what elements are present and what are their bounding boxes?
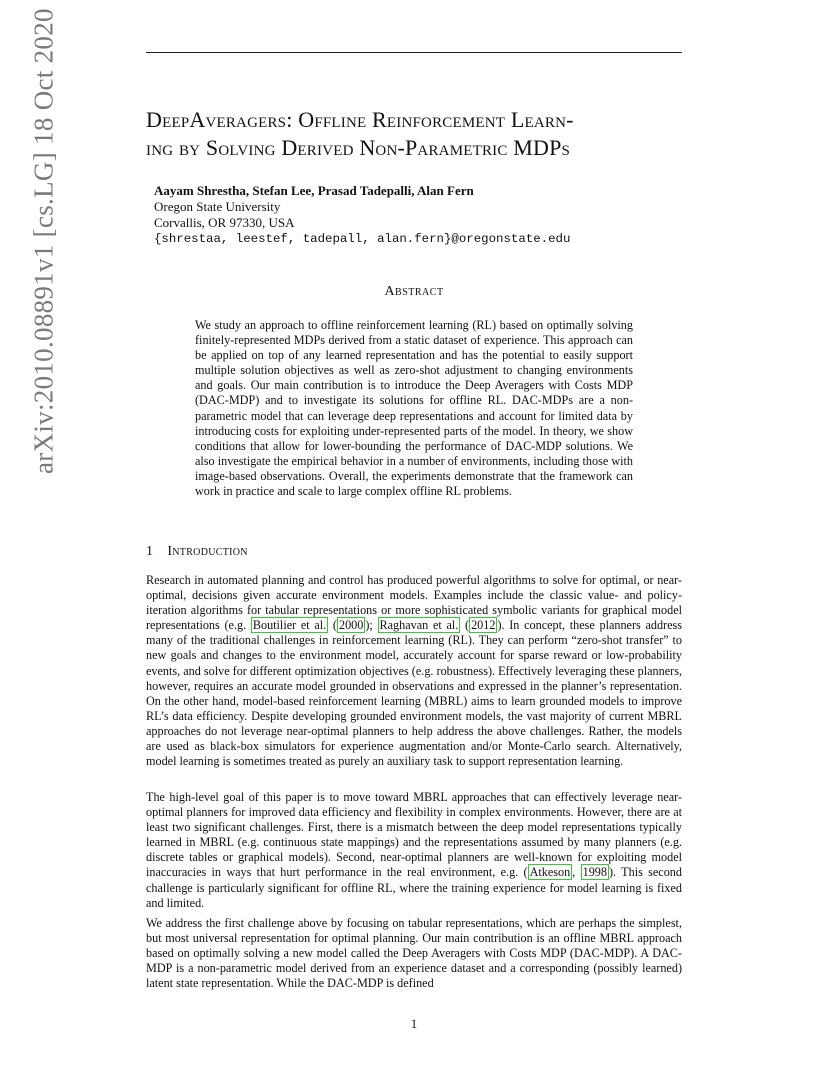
intro-paragraph-2 [146, 790, 682, 911]
affiliation: Oregon State University [154, 199, 281, 214]
citation-link-atkeson[interactable]: Atkeson [529, 865, 571, 880]
author-block [154, 183, 570, 247]
author-emails: {shrestaa, leestef, tadepall, alan.fern}@oregonstate.edu [154, 232, 571, 246]
citation-link-boutilier[interactable]: Boutilier et al. [252, 618, 327, 633]
para2-text-b: ). This second challenge is particularly significant for offline RL, where the training experience for model learning is fixed and limited. [146, 865, 682, 910]
section-title: Introduction [167, 544, 248, 559]
title-line-2: ing by Solving Derived Non-Parametric MDPs [146, 135, 571, 160]
address: Corvallis, OR 97330, USA [154, 215, 295, 230]
author-names: Aayam Shrestha, Stefan Lee, Prasad Tadepalli, Alan Fern [154, 183, 474, 198]
para1-text-b: ). In concept, these planners address many of the traditional challenges in reinforcement learning (RL). They can perform “zero-shot transfer” to new goals and changes to the environment model, accurately account for sparse reward or low-probability events, and solve for different optimization objectives (e.g. robustness). Effectively leveraging these planners, however, requires an accurate model grounded in observations and expressed in the planner’s representation. On the other hand, model-based reinforcement learning (MBRL) aims to learn grounded models to improve RL’s data efficiency. Despite developing grounded environment models, the vast majority of current MBRL approaches do not leverage near-optimal planners to help address the above challenges. Rather, the models are used as black-box simulators for experience augmentation and/or Monte-Carlo search. Alternatively, model learning is sometimes treated as purely an auxiliary task to support representation learning. [146, 618, 683, 769]
citation-year-raghavan[interactable]: 2012 [471, 618, 496, 633]
section-number: 1 [146, 544, 154, 559]
title-line-1: DeepAveragers: Offline Reinforcement Learn- [146, 107, 574, 132]
para2-cite-sep: , [572, 865, 581, 880]
page-number: 1 [410, 1016, 418, 1031]
para1-text-a: Research in automated planning and control has produced powerful algorithms to solve for optimal, or near-optimal, decisions given accurate environment models. Examples include the classic value- and policy-iteration algorithms for tabular representations or more sophisticated symbolic variants for graphical model representations (e.g. [146, 573, 682, 633]
citation-year-boutilier[interactable]: 2000 [338, 618, 364, 633]
section-heading-introduction [146, 544, 248, 560]
arxiv-stamp[interactable]: arXiv:2010.08891v1 [cs.LG] 18 Oct 2020 [28, 8, 59, 474]
abstract-body: We study an approach to offline reinforcement learning (RL) based on optimally solving finitely-represented MDPs derived from a static dataset of experience. This approach can be applied on top of any learned representation and has the potential to easily support multiple solution objectives as well as zero-shot adjustment to changing environments and goals. Our main contribution is to introduce the Deep Averagers with Costs MDP (DAC-MDP) and to investigate its solutions for offline RL. DAC-MDPs are a non-parametric model that can leverage deep representations and account for limited data by introducing costs for exploiting under-represented parts of the model. In theory, we show conditions that allow for lower-bounding the performance of DAC-MDP solutions. We also investigate the empirical behavior in a number of environments, including those with image-based observations. Overall, the experiments demonstrate that the framework can work in practice and scale to large complex offline RL problems. [195, 318, 633, 499]
paper-title [146, 106, 706, 162]
para2-text-a: The high-level goal of this paper is to move toward MBRL approaches that can effectively leverage near-optimal planners for improved data efficiency and flexibility in complex environments. However, there are at least two significant challenges. First, there is a mismatch between the deep model representations typically learned in MBRL (e.g. continuous state mappings) and the representations assumed by many planners (e.g. discrete tables or graphical models). Second, near-optimal planners are well-known for exploiting model inaccuracies in ways that hurt performance in the real environment, e.g. ( [146, 790, 682, 880]
intro-paragraph-3: We address the first challenge above by focusing on tabular representations, which are perhaps the simplest, but most universal representation for optimal planning. Our main contribution is an offline MBRL approach based on optimally solving a new model called the Deep Averagers with Costs MDP (DAC-MDP). A DAC-MDP is a non-parametric model derived from an experience dataset and a corresponding (possibly learned) latent state representation. While the DAC-MDP is defined [146, 916, 682, 991]
para1-sep: ; [369, 618, 378, 633]
intro-paragraph-1: Research in automated planning and control has produced powerful algorithms to solve for optimal, or near-optimal, decisions given accurate environment models. Examples include the classic value- and policy-iteration algorithms for tabular representations or more sophisticated symbolic variants for graphical model representations (e.g. Boutilier et al. ( 2000 ); Raghavan et al. ( 2012 ). In concept, these planners address many of the traditional challenges in reinforcement learning (RL). They can perform “zero-shot transfer” to new goals and changes to the environment model, accurately account for sparse reward or low-probability events, and solve for different optimization objectives (e.g. robustness). Effectively leveraging these planners, however, requires an accurate model grounded in observations and expressed in the planner’s representation. On the other hand, model-based reinforcement learning (MBRL) aims to learn grounded models to improve RL’s data efficiency. Despite developing grounded environment models, the vast majority of current MBRL approaches do not leverage near-optimal planners to help address the above challenges. Rather, the models are used as black-box simulators for experience augmentation and/or Monte-Carlo search. Alternatively, model learning is sometimes treated as purely an auxiliary task to support representation learning. [146, 573, 683, 769]
arxiv-stamp-container [14, 0, 74, 764]
top-rule [146, 52, 682, 53]
abstract-heading: Abstract [384, 284, 444, 299]
citation-link-raghavan[interactable]: Raghavan et al. [379, 618, 459, 633]
citation-year-atkeson[interactable]: 1998 [582, 865, 607, 880]
